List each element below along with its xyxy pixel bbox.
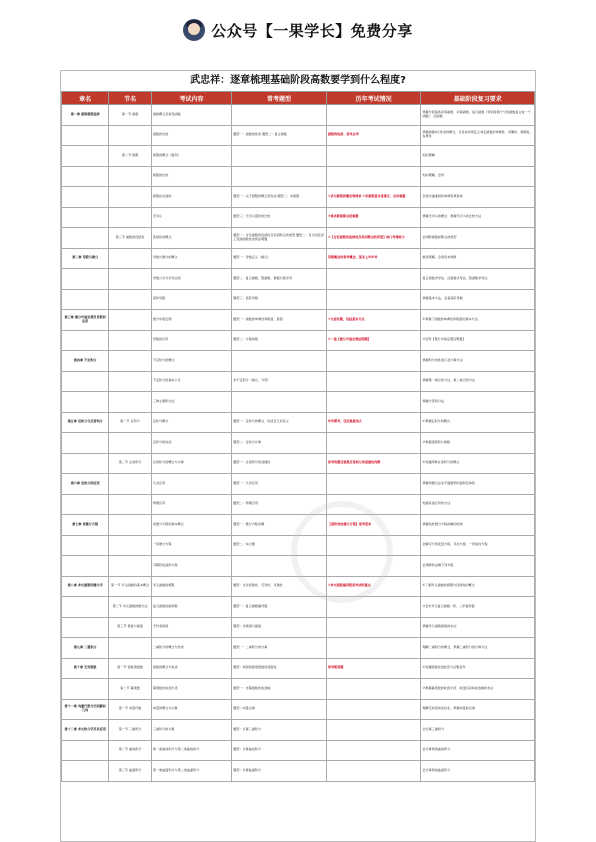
table-cell: 第十二章 多元积分学及其应用 bbox=[62, 720, 109, 741]
table-cell: 第一节 多元函数的基本概念 bbox=[109, 576, 152, 597]
table-cell bbox=[109, 556, 152, 577]
table-cell bbox=[62, 535, 109, 556]
table-cell bbox=[109, 187, 152, 208]
table-cell bbox=[326, 166, 421, 187]
table-cell: 第一节 三重积分 bbox=[109, 720, 152, 741]
table-cell: 常考的题目就是反常积分的敛散性判断 bbox=[326, 453, 421, 474]
table-cell: 题型：计算曲面积分 bbox=[232, 761, 327, 782]
table-cell bbox=[109, 371, 152, 392]
table-cell bbox=[62, 679, 109, 700]
table-cell: 会判断函数间断点的类型 bbox=[421, 228, 535, 249]
table-cell bbox=[109, 535, 152, 556]
table-cell: 高阶导数 bbox=[151, 289, 231, 310]
table-row bbox=[62, 371, 535, 392]
table-cell: 题型二：定积分计算 bbox=[232, 433, 327, 454]
table-cell: 题型一：求幂级数的收敛域 bbox=[232, 679, 327, 700]
table-cell: 题型：讨论连续性、可导性、可微性 bbox=[232, 576, 327, 597]
table-cell: 物理应用 bbox=[151, 494, 231, 515]
table-cell bbox=[326, 720, 421, 741]
table-cell: 微分中值定理 bbox=[151, 310, 231, 331]
table-cell: 函数的性质、常考必考 bbox=[326, 125, 421, 146]
table-cell bbox=[232, 105, 327, 126]
table-row bbox=[62, 699, 535, 720]
table-cell: 知识理解，会用 bbox=[421, 166, 535, 187]
table-cell: 三种主要积分法 bbox=[151, 392, 231, 413]
table-cell bbox=[62, 433, 109, 454]
table-cell bbox=[326, 699, 421, 720]
table-cell: ②会求多元复合函数一阶、二阶偏导数 bbox=[421, 597, 535, 618]
table-cell: 极限的概念（数列） bbox=[151, 146, 231, 167]
table-cell bbox=[62, 371, 109, 392]
table-cell bbox=[109, 638, 152, 659]
table-cell: 理解二重积分的概念，掌握二重积分的计算方法 bbox=[421, 638, 535, 659]
table-row bbox=[62, 494, 535, 515]
table-row bbox=[62, 638, 535, 659]
table-cell: ①掌握定积分的概念 bbox=[421, 412, 535, 433]
table-cell bbox=[109, 207, 152, 228]
column-header: 基础阶段复习要求 bbox=[421, 92, 535, 105]
table-cell bbox=[62, 330, 109, 351]
table-cell: 题型二：方程的根 bbox=[232, 330, 327, 351]
table-row bbox=[62, 761, 535, 782]
table-cell: 题型：判别常数项级数的敛散性 bbox=[232, 658, 327, 679]
table-row bbox=[62, 617, 535, 638]
table-cell: 幂级数的收敛半径 bbox=[151, 679, 231, 700]
table-cell bbox=[62, 269, 109, 290]
table-cell: 第一节 定积分 bbox=[109, 412, 152, 433]
column-header: 常考题型 bbox=[232, 92, 327, 105]
table-cell bbox=[62, 740, 109, 761]
table-row bbox=[62, 330, 535, 351]
column-header: 历年考试情况 bbox=[326, 92, 421, 105]
table-row bbox=[62, 453, 535, 474]
table-row bbox=[62, 166, 535, 187]
table-cell: 掌握第一换元积分法、第二换元积分法 bbox=[421, 371, 535, 392]
table-cell bbox=[109, 474, 152, 495]
table-cell: 题型一：二重积分的计算 bbox=[232, 638, 327, 659]
table-row bbox=[62, 248, 535, 269]
table-cell: 知识理解 bbox=[421, 146, 535, 167]
table-cell bbox=[326, 617, 421, 638]
table-cell: 一阶微分方程 bbox=[151, 535, 231, 556]
table-cell: 题型三：无穷小量阶的比较 bbox=[232, 207, 327, 228]
table-cell: 第九章 二重积分 bbox=[62, 638, 109, 659]
table-row bbox=[62, 433, 535, 454]
table-cell: 知道其他应用的方法 bbox=[421, 494, 535, 515]
table-cell: 第八章 多元函数的微分学 bbox=[62, 576, 109, 597]
table-cell: 题型一：定积分的概念、性质及几何意义 bbox=[232, 412, 327, 433]
table-cell bbox=[62, 146, 109, 167]
table-cell: 第一章 函数极限连续 bbox=[62, 105, 109, 126]
table-cell: 第一节 向量代数 bbox=[109, 699, 152, 720]
table-cell bbox=[109, 330, 152, 351]
table-cell: 无约束极值 bbox=[151, 617, 231, 638]
table-cell bbox=[232, 392, 327, 413]
table-cell: 题型一：关于极限的概念及性质 题型二：求极限 bbox=[232, 187, 327, 208]
table-cell: 连续性的概念 bbox=[151, 228, 231, 249]
table-row bbox=[62, 412, 535, 433]
watermark-icon bbox=[291, 501, 393, 603]
table-cell: 题型一：复合函数偏导数 bbox=[232, 597, 327, 618]
table-row bbox=[62, 474, 535, 495]
table-cell bbox=[326, 371, 421, 392]
table-cell: 第五章 定积分与反常积分 bbox=[62, 412, 109, 433]
table-cell: 导数与微分的概念 bbox=[151, 248, 231, 269]
table-row bbox=[62, 146, 535, 167]
table-cell bbox=[109, 248, 152, 269]
table-row bbox=[62, 269, 535, 290]
table-cell: 年年都考，往往难度加大 bbox=[326, 412, 421, 433]
table-cell: ②掌握变限积分函数 bbox=[421, 433, 535, 454]
table-cell: 第二节 幂级数 bbox=[109, 679, 152, 700]
header-banner bbox=[0, 0, 596, 60]
table-cell: 第一类曲线积分与第二类曲线积分 bbox=[151, 740, 231, 761]
table-row bbox=[62, 228, 535, 249]
table-cell: 会计算两类曲面积分 bbox=[421, 761, 535, 782]
table-cell bbox=[326, 740, 421, 761]
table-cell: 掌握分部积分法 bbox=[421, 392, 535, 413]
table-cell bbox=[232, 146, 327, 167]
table-cell: 几何应用 bbox=[151, 474, 231, 495]
table-cell bbox=[326, 761, 421, 782]
column-header: 节名 bbox=[109, 92, 152, 105]
table-cell bbox=[109, 494, 152, 515]
table-cell: 题型一：几何应用 bbox=[232, 474, 327, 495]
table-cell: 反常积分的概念与计算 bbox=[151, 453, 231, 474]
avatar bbox=[183, 19, 205, 41]
table-cell: 题型三：高阶导数 bbox=[232, 289, 327, 310]
table-cell bbox=[62, 556, 109, 577]
table-cell: 极限存在准则 bbox=[151, 187, 231, 208]
table-cell: 第一节 常数项级数 bbox=[109, 658, 152, 679]
table-cell: 题型二：综合题 bbox=[232, 535, 327, 556]
table-cell: 掌握无穷小的概念、掌握无穷小的比较方法 bbox=[421, 207, 535, 228]
table-cell: 级数的概念与性质 bbox=[151, 658, 231, 679]
table-header-row bbox=[62, 92, 535, 105]
table-cell: 多元函数的极限 bbox=[151, 576, 231, 597]
table-row bbox=[62, 125, 535, 146]
table-row bbox=[62, 289, 535, 310]
table-cell bbox=[326, 392, 421, 413]
table-cell: 常微分方程的基本概念 bbox=[151, 515, 231, 536]
table-cell: 函数的性质 bbox=[151, 125, 231, 146]
table-cell: 第十章 无穷级数 bbox=[62, 658, 109, 679]
table-cell: ③将求极限都会是难题 bbox=[326, 207, 421, 228]
table-cell: 第六章 定积分的应用 bbox=[62, 474, 109, 495]
table-cell: 第一类曲面积分与第二类曲面积分 bbox=[151, 761, 231, 782]
table-cell bbox=[232, 351, 327, 372]
table-cell: 不定积分的基本公式 bbox=[151, 371, 231, 392]
table-cell: 第一节 函数 bbox=[109, 105, 152, 126]
table-cell: 掌握函数4大性质的概念，以及如何用定义判定函数的单调性、奇偶性、周期性、有界性 bbox=[421, 125, 535, 146]
table-row bbox=[62, 658, 535, 679]
table-cell bbox=[326, 474, 421, 495]
table-cell: ①万能有题，包括基本方法 bbox=[326, 310, 421, 331]
table-cell: 导数的应用 bbox=[151, 330, 231, 351]
table-cell bbox=[62, 289, 109, 310]
table-cell: 题型一：函数的性质 题型二：复合函数 bbox=[232, 125, 327, 146]
table-cell: 题型：计算曲线积分 bbox=[232, 740, 327, 761]
table-cell: 不定积分的概念 bbox=[151, 351, 231, 372]
table-cell bbox=[326, 269, 421, 290]
table-cell: 常考简答题 bbox=[326, 658, 421, 679]
table-cell: 理解空间直角坐标系，掌握向量的运算 bbox=[421, 699, 535, 720]
table-cell bbox=[326, 679, 421, 700]
table-cell: ①知道级数收敛的充分必要条件 bbox=[421, 658, 535, 679]
table-cell: 题型：求极值与最值 bbox=[232, 617, 327, 638]
table-cell bbox=[109, 351, 152, 372]
table-row bbox=[62, 207, 535, 228]
table-cell bbox=[109, 392, 152, 413]
table-cell bbox=[109, 166, 152, 187]
table-cell bbox=[62, 494, 109, 515]
table-cell: 第四章 不定积分 bbox=[62, 351, 109, 372]
table-cell: 题型：计算三重积分 bbox=[232, 720, 327, 741]
table-cell: 会计算三重积分 bbox=[421, 720, 535, 741]
table-cell: 导数概念的常考概念、基本上年年考 bbox=[326, 248, 421, 269]
table-cell: ①多元函数偏导数是考试的重点 bbox=[326, 576, 421, 597]
table-cell: 题型一：反常积分的敛散性 bbox=[232, 453, 327, 474]
table-cell: 题型一：微分方程求解 bbox=[232, 515, 327, 536]
table-cell: ①掌握了函数的单调性和极值的基本方法 bbox=[421, 310, 535, 331]
table-cell bbox=[62, 125, 109, 146]
table-row bbox=[62, 740, 535, 761]
table-cell: 第二节 极限 bbox=[109, 146, 152, 167]
table-cell: 导数公式与求导法则 bbox=[151, 269, 231, 290]
table-cell: ②掌握幂级数的收敛半径、收敛区间和收敛域的求法 bbox=[421, 679, 535, 700]
table-cell: ②会用【微分中值定理证明题】 bbox=[421, 330, 535, 351]
table-cell bbox=[62, 207, 109, 228]
table-cell bbox=[109, 310, 152, 331]
table-cell: 求不定积分（换元、分部） bbox=[232, 371, 327, 392]
document-page bbox=[60, 70, 536, 842]
table-row bbox=[62, 720, 535, 741]
table-cell bbox=[326, 146, 421, 167]
table-cell: 第二节 多元函数的微分法 bbox=[109, 597, 152, 618]
table-cell: 极限的性质 bbox=[151, 166, 231, 187]
table-cell bbox=[109, 269, 152, 290]
table-cell: 题型二：复合函数、隐函数、参数方程求导 bbox=[232, 269, 327, 290]
table-cell: 第三节 函数的连续性 bbox=[109, 228, 152, 249]
table-row bbox=[62, 679, 535, 700]
table-cell: ①了解多元函数的极限与连续性的概念 bbox=[421, 576, 535, 597]
table-cell: 会使夹逼准则和单调有界准则 bbox=[421, 187, 535, 208]
table-cell bbox=[62, 453, 109, 474]
table-cell bbox=[62, 761, 109, 782]
column-header: 章名 bbox=[62, 92, 109, 105]
table-cell bbox=[232, 166, 327, 187]
table-cell: 会解可分离变量方程、齐次方程、一阶线性方程 bbox=[421, 535, 535, 556]
table-cell: 掌握多元函数极值的求法 bbox=[421, 617, 535, 638]
table-cell bbox=[109, 289, 152, 310]
table-row bbox=[62, 392, 535, 413]
table-cell: 题型一：导数定义（重点） bbox=[232, 248, 327, 269]
table-cell: 题型：向量运算 bbox=[232, 699, 327, 720]
table-cell: 【高阶线性微分方程】很考更多 bbox=[326, 515, 421, 536]
table-cell: 定积分概念 bbox=[151, 412, 231, 433]
table-cell: 掌握分段基本初等函数、初等函数、复合函数（特别是两个分段函数复合成一个函数）、反函数 bbox=[421, 105, 535, 126]
table-cell bbox=[62, 187, 109, 208]
banner-text: 公众号【一果学长】免费分享 bbox=[211, 21, 413, 40]
table-cell: 第十一章 向量代数与空间解析几何 bbox=[62, 699, 109, 720]
table-cell: 第二节 曲线积分 bbox=[109, 740, 152, 761]
table-cell: 向量的概念与运算 bbox=[151, 699, 231, 720]
table-cell: 二重积分的概念与性质 bbox=[151, 638, 231, 659]
table-cell: ②一道【微分中值定理证明题】 bbox=[326, 330, 421, 351]
table-cell: 掌握线性微分方程的解的结构 bbox=[421, 515, 535, 536]
table-row bbox=[62, 105, 535, 126]
table-cell: 会计算两类曲线积分 bbox=[421, 740, 535, 761]
column-header: 考试内容 bbox=[151, 92, 231, 105]
table-cell bbox=[62, 617, 109, 638]
table-cell: 函数概念及常见函数 bbox=[151, 105, 231, 126]
table-cell: ①知道两种反常积分的概念 bbox=[421, 453, 535, 474]
table-cell: 无穷小 bbox=[151, 207, 231, 228]
table-cell: 可降阶的高阶方程 bbox=[151, 556, 231, 577]
table-cell: 掌握用微元法求平面图形的面积及体积 bbox=[421, 474, 535, 495]
table-cell: 掌握基本方法，会查高阶导数 bbox=[421, 289, 535, 310]
table-body bbox=[62, 105, 535, 782]
table-cell bbox=[326, 433, 421, 454]
table-cell: ①【讨论函数的连续性及其间断点的类型】每门考得较少 bbox=[326, 228, 421, 249]
table-row bbox=[62, 310, 535, 331]
table-row bbox=[62, 351, 535, 372]
page-title: 武忠祥：逐章梳理基础阶段高数要学到什么程度? bbox=[190, 75, 406, 86]
table-cell: ①求与极限的概念等得多 ②求极限基本常规式、会有难题 bbox=[326, 187, 421, 208]
table-cell: 第七章 常微分方程 bbox=[62, 515, 109, 536]
table-cell bbox=[109, 515, 152, 536]
table-cell: 复合函数求导法、反函数求导法、隐函数求导法 bbox=[421, 269, 535, 290]
table-cell: 第三节 曲面积分 bbox=[109, 761, 152, 782]
syllabus-table bbox=[61, 91, 535, 782]
table-cell: 题型一：讨论函数的连续性及其间断点的类型 题型二：有关闭区间上连续函数性质的证明题 bbox=[232, 228, 327, 249]
table-cell: 第三章 微分中值定理及导数的应用 bbox=[62, 310, 109, 331]
table-cell bbox=[62, 392, 109, 413]
table-cell bbox=[109, 125, 152, 146]
table-row bbox=[62, 597, 535, 618]
table-cell bbox=[109, 433, 152, 454]
table-cell: 第二章 导数与微分 bbox=[62, 248, 109, 269]
table-cell bbox=[62, 228, 109, 249]
table-cell: 定积分的性质 bbox=[151, 433, 231, 454]
table-row bbox=[62, 187, 535, 208]
table-cell: 就是理解，会查用来判断 bbox=[421, 248, 535, 269]
table-cell: 第二节 反常积分 bbox=[109, 453, 152, 474]
table-cell: 掌握积分的性质以及计算方法 bbox=[421, 351, 535, 372]
table-cell: 会用降阶法解下列方程 bbox=[421, 556, 535, 577]
table-cell: 三重积分的计算 bbox=[151, 720, 231, 741]
table-cell bbox=[326, 289, 421, 310]
table-cell: 复合函数的偏导数 bbox=[151, 597, 231, 618]
table-cell bbox=[62, 166, 109, 187]
table-cell bbox=[326, 105, 421, 126]
table-cell bbox=[62, 597, 109, 618]
table-cell bbox=[326, 638, 421, 659]
table-cell bbox=[326, 351, 421, 372]
table-cell: 题型一：函数的单调性和极值、最值 bbox=[232, 310, 327, 331]
table-cell: 第三节 极值与最值 bbox=[109, 617, 152, 638]
table-cell: 题型二：物理应用 bbox=[232, 494, 327, 515]
